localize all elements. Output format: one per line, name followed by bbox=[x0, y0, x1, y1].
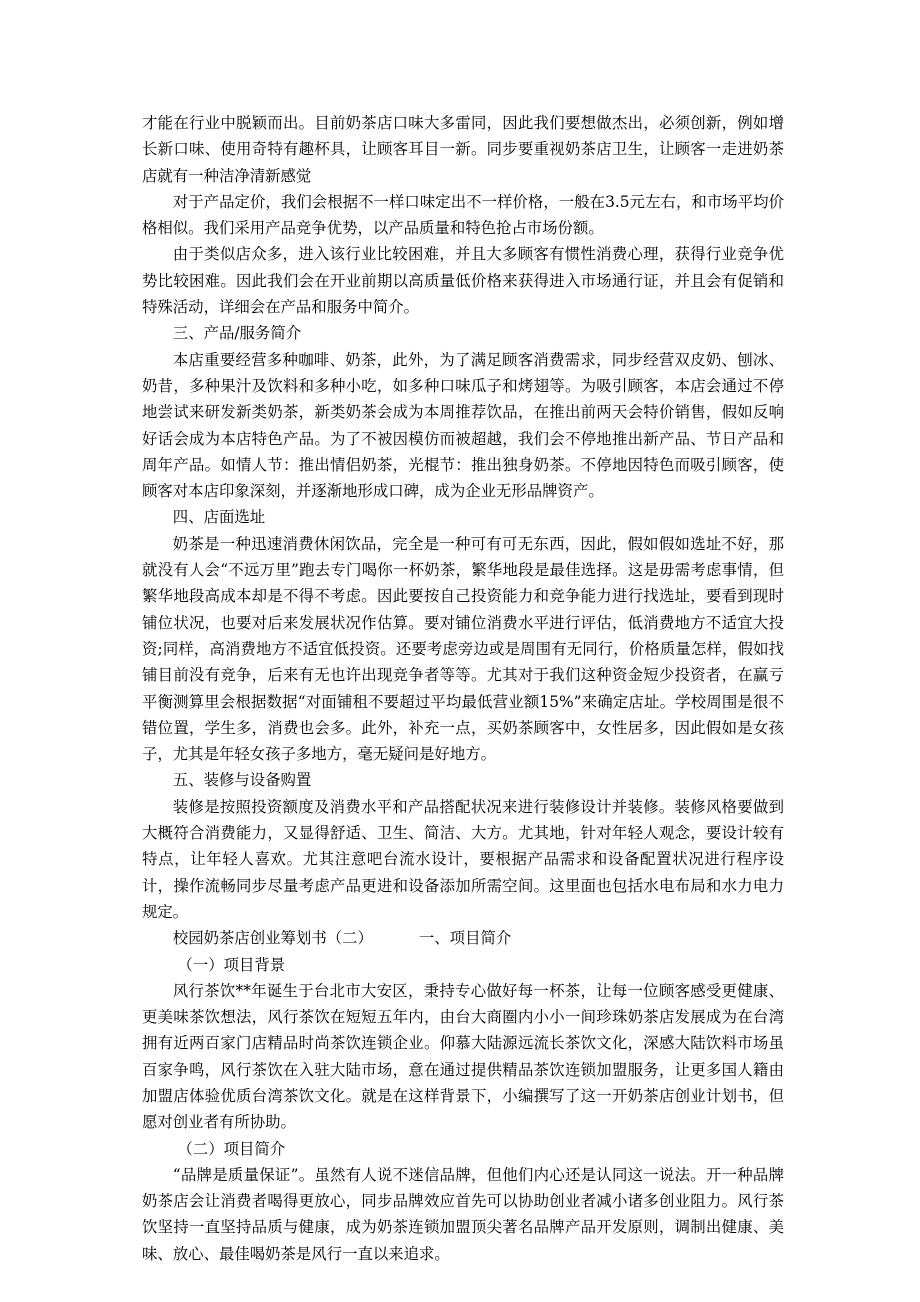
subheading-project-background: （一）项目背景 bbox=[177, 955, 286, 974]
paragraph-project-intro: “品牌是质量保证”。虽然有人说不迷信品牌，但他们内心还是认同这一说法。开一种品牌奶茶店会让消费者喝得更放心，同步品牌效应首先可以协助创业者减小诸多创业阻力。风行茶饮坚持一直坚持品质与健康，成为奶茶连锁加盟顶尖著名品牌产品开发原则，调制出健康、美味、放心、最佳喝奶茶是风行一直以来追求。 bbox=[142, 1165, 784, 1263]
section-heading-location: 四、店面选址 bbox=[172, 508, 266, 527]
paragraph-intro-continuation: 才能在行业中脱颖而出。目前奶茶店口味大多雷同，因此我们要想做杰出，必须创新，例如增长新口味、使用奇特有趣杯具，让顾客耳目一新。同步要重视奶茶店卫生，让顾客一走进奶茶店就有一种洁净清新感觉 bbox=[142, 114, 784, 185]
section-heading-products: 三、产品/服务简介 bbox=[172, 324, 302, 343]
paragraph-competition: 由于类似店众多，进入该行业比较困难，并且大多顾客有惯性消费心理，获得行业竞争优势比较困难。因此我们会在开业前期以高质量低价格来获得进入市场通行证，并且会有促销和特殊活动，详细会在产品和服务中简介。 bbox=[142, 245, 784, 317]
paragraph-location: 奶茶是一种迅速消费休闲饮品，完全是一种可有可无东西，因此，假如假如选址不好，那就没有人会“不远万里”跑去专门喝你一杯奶茶，繁华地段是最佳选择。这是毋需考虑事情，但繁华地段高成本却是不得不考虑。因此要按自己投资能力和竞争能力进行找选址，要看到现时铺位状况，也要对后来发展状况作估算。要对铺位消费水平进行评估，低消费地方不适宜大投资;同样，高消费地方不适宜低投资。还要考虑旁边或是周围有无同行，价格质量怎样，假如找铺目前没有竞争，后来有无也许出现竞争者等等。尤其对于我们这种资金短少投资者，在赢亏平衡测算里会根据数据“对面铺租不要超过平均最低营业额15%”来确定店址。学校周围是很不错位置，学生多，消费也会多。此外，补充一点，买奶茶顾客中，女性居多，因此假如是女孩子，尤其是年轻女孩子多地方，毫无疑问是好地方。 bbox=[142, 534, 784, 764]
document-part-two-title bbox=[142, 925, 784, 951]
part-two-first-section: 一、项目简介 bbox=[418, 929, 512, 948]
paragraph-decoration: 装修是按照投资额度及消费水平和产品搭配状况来进行装修设计并装修。装修风格要做到大概符合消费能力，又显得舒适、卫生、简洁、大方。尤其地，针对年轻人观念，要设计较有特点，让年轻人喜欢。尤其注意吧台流水设计，要根据产品需求和设备配置状况进行程序设计，操作流畅同步尽量考虑产品更进和设备添加所需空间。这里面也包括水电布局和水力电力规定。 bbox=[142, 797, 784, 921]
subheading-project-intro: （二）项目简介 bbox=[177, 1139, 286, 1158]
document-page bbox=[142, 110, 784, 1267]
section-heading-decoration: 五、装修与设备购置 bbox=[172, 771, 312, 790]
paragraph-pricing: 对于产品定价，我们会根据不一样口味定出不一样价格，一般在3.5元左右，和市场平均价格相似。我们采用产品竞争优势，以产品质量和特色抢占市场份额。 bbox=[142, 192, 784, 238]
paragraph-products: 本店重要经营多种咖啡、奶茶，此外，为了满足顾客消费需求，同步经营双皮奶、刨冰、奶昔，多种果汁及饮料和多种小吃，如多种口味瓜子和烤翅等。为吸引顾客，本店会通过不停地尝试来研发新类奶茶，新类奶茶会成为本周推荐饮品，在推出前两天会特价销售，假如反响好话会成为本店特色产品。为了不被因模仿而被超越，我们会不停地推出新产品、节日产品和周年产品。如情人节：推出情侣奶茶，光棍节：推出独身奶茶。不停地因特色而吸引顾客，使顾客对本店印象深刻，并逐渐地形成口碑，成为企业无形品牌资产。 bbox=[142, 350, 784, 501]
part-two-title: 校园奶茶店创业筹划书（二） bbox=[172, 929, 373, 948]
paragraph-project-background: 风行茶饮**年诞生于台北市大安区，秉持专心做好每一杯茶，让每一位顾客感受更健康、更美味茶饮想法，风行茶饮在短短五年内，由台大商圈内小小一间珍珠奶茶店发展成为在台湾拥有近两百家门店精品时尚茶饮连锁企业。仰慕大陆源远流长茶饮文化，深感大陆饮料市场虽百家争鸣，风行茶饮在入驻大陆市场，意在通过提供精品茶饮连锁加盟服务，让更多国人籍由加盟店体验优质台湾茶饮文化。就是在这样背景下，小编撰写了这一开奶茶店创业计划书，但愿对创业者有所协助。 bbox=[142, 981, 784, 1132]
